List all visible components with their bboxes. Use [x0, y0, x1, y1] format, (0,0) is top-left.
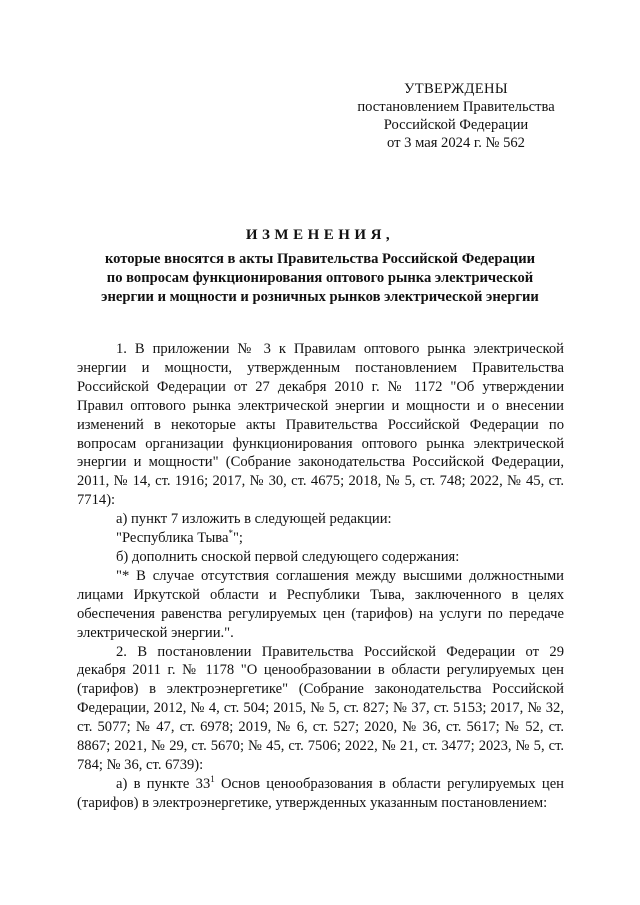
- paragraph-3-text: "Республика Тыва: [116, 530, 229, 547]
- subtitle-line-3: энергии и мощности и розничных рынков электрической энергии: [101, 289, 539, 305]
- paragraph-3-end: ";: [232, 530, 243, 547]
- paragraph-6: 2. В постановлении Правительства Российской Федерации от 29 декабря 2011 г. № 1178 "О ценообразовании в области регулируемых цен (тарифов) в электроэнергетике" (Собрание законодательства Российской Федерации, 2012, № 4, ст. 504; 2015, № 5, ст. 827; № 37, ст. 5153; 2017, № 32, ст. 5077; № 47, ст. 6978; 2019, № 6, ст. 527; 2020, № 36, ст. 5617; № 52, ст. 8867; 2021, № 29, ст. 5670; № 45, ст. 7506; 2022, № 21, ст. 3477; 2023, № 5, ст. 784; № 36, ст. 6739):: [77, 643, 564, 773]
- paragraph-3: [77, 529, 564, 548]
- approval-stamp: [338, 80, 574, 152]
- document-subtitle: [70, 250, 570, 307]
- paragraph-7-start: а) в пункте 33: [116, 775, 211, 792]
- paragraph-4: б) дополнить сноской первой следующего содержания:: [116, 548, 460, 565]
- document-body: [77, 340, 564, 813]
- clause-superscript: 1: [210, 773, 215, 784]
- footnote-marker: *: [228, 528, 233, 539]
- subtitle-line-2: по вопросам функционирования оптового рынка электрической: [106, 270, 534, 286]
- paragraph-5: "* В случае отсутствия соглашения между высшими должностными лицами Иркутской области и Республики Тыва, заключенного в целях обеспечения равенства регулируемых цен (тарифов) на услуги по передаче электрической энергии.".: [77, 567, 564, 641]
- paragraph-7-rest: Основ ценообразования в области регулируемых цен (тарифов) в электроэнергетике, утвержденных указанным постановлением:: [77, 775, 564, 811]
- approval-heading: УТВЕРЖДЕНЫ: [404, 81, 508, 97]
- approval-line-2: Российской Федерации: [383, 117, 529, 133]
- subtitle-line-1: которые вносятся в акты Правительства Российской Федерации: [104, 251, 536, 267]
- paragraph-2: а) пункт 7 изложить в следующей редакции:: [116, 511, 392, 528]
- approval-line-3: от 3 мая 2024 г. № 562: [387, 135, 525, 151]
- approval-line-1: постановлением Правительства: [357, 99, 555, 115]
- document-title: ИЗМЕНЕНИЯ,: [245, 227, 395, 243]
- paragraph-1: 1. В приложении № 3 к Правилам оптового рынка электрической энергии и мощности, утвержденным постановлением Правительства Российской Федерации от 27 декабря 2010 г. № 1172 "Об утверждении Правил оптового рынка электрической энергии и мощности и о внесении изменений в некоторые акты Правительства Российской Федерации по вопросам организации функционирования оптового рынка электрической энергии и мощности" (Собрание законодательства Российской Федерации, 2011, № 14, ст. 1916; 2017, № 30, ст. 4675; 2018, № 5, ст. 748; 2022, № 45, ст. 7714):: [77, 341, 564, 509]
- paragraph-7: [77, 775, 564, 813]
